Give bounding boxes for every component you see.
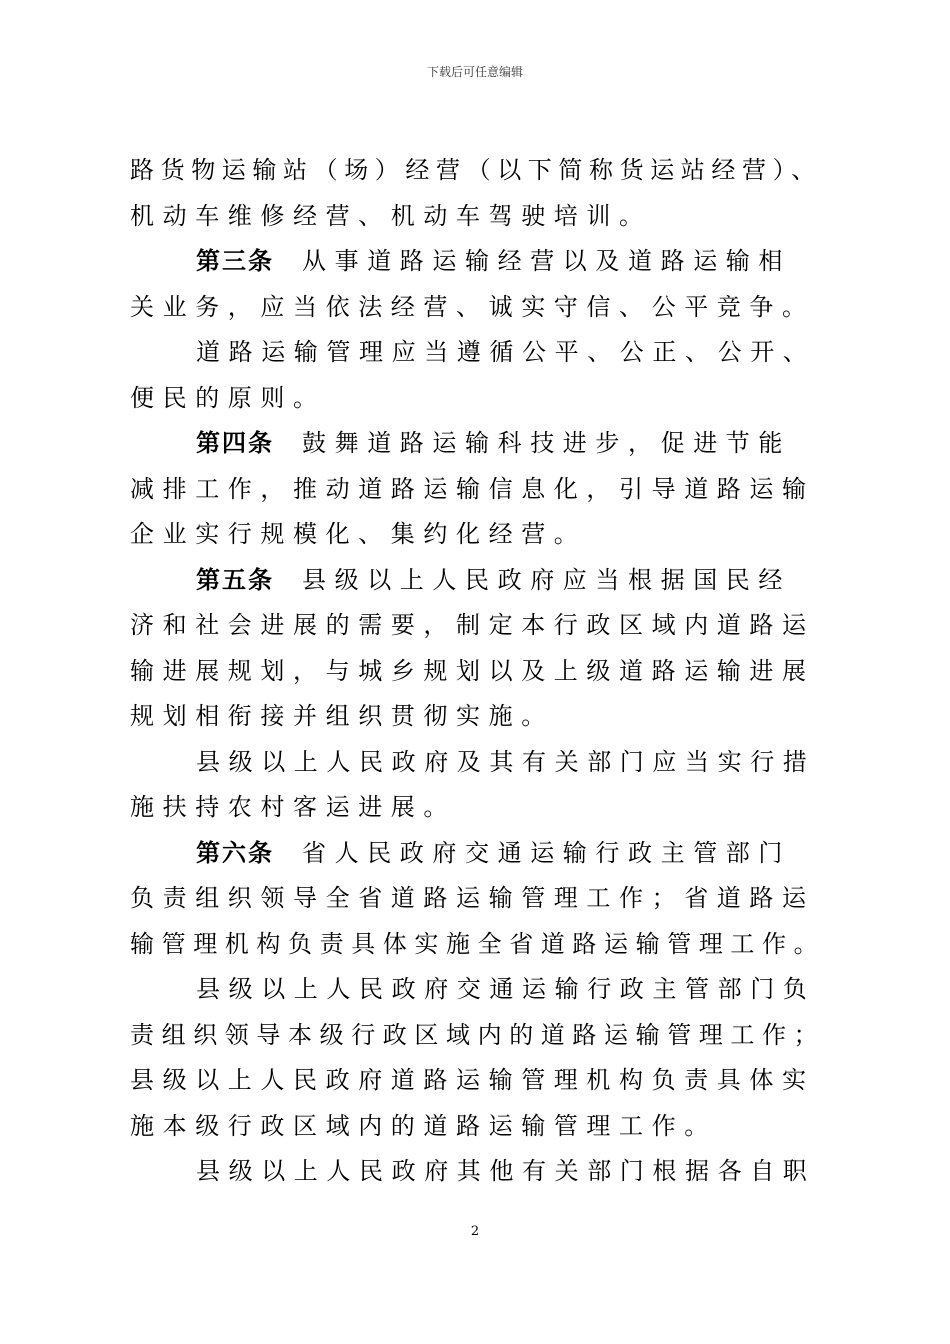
text-line: 济和社会进展的需要，制定本行政区域内道路运 (130, 611, 815, 639)
article-heading-line: 第六条 省人民政府交通运输行政主管部门 (196, 838, 791, 867)
text-line: 规划相衔接并组织贯彻实施。 (130, 702, 554, 730)
article-number: 第三条 (196, 247, 274, 275)
article-heading-line: 第四条 鼓舞道路运输科技进步，促进节能 (196, 429, 791, 457)
text-line: 责组织领导本级行政区域内的道路运输管理工作； (130, 1020, 826, 1049)
text-line: 负责组织领导全省道路运输管理工作；省道路运 (130, 884, 815, 912)
text-line: 施扶持农村客运进展。 (130, 793, 456, 821)
article-heading-line: 第五条 县级以上人民政府应当根据国民经 (196, 565, 791, 594)
document-body (130, 148, 825, 1195)
paragraph-start-line: 县级以上人民政府及其有关部门应当实行措 (196, 747, 816, 776)
page-header: 下载后可任意编辑 (426, 65, 523, 79)
text-line: 县级以上人民政府道路运输管理机构负责具体实 (130, 1066, 815, 1094)
paragraph-start-line: 道路运输管理应当遵循公平、公正、公开、 (196, 338, 816, 366)
text-line: 企业实行规模化、集约化经营。 (130, 520, 587, 548)
text-line: 减排工作，推动道路运输信息化，引导道路运输 (130, 474, 815, 503)
article-number: 第六条 (196, 838, 274, 867)
paragraph-start-line: 县级以上人民政府其他有关部门根据各自职 (196, 1157, 816, 1185)
text-line: 施本级行政区域内的道路运输管理工作。 (130, 1111, 717, 1140)
text-line: 便民的原则。 (130, 383, 326, 412)
article-number: 第五条 (196, 565, 274, 594)
text-line: 关业务，应当依法经营、诚实守信、公平竞争。 (130, 292, 815, 321)
text-line: 路货物运输站（场）经营（以下简称货运站经营）、 (130, 156, 822, 184)
text-line: 输进展规划，与城乡规划以及上级道路运输进展 (130, 656, 815, 685)
text-line: 机动车维修经营、机动车驾驶培训。 (130, 201, 652, 230)
article-heading-line: 第三条 从事道路运输经营以及道路运输相 (196, 247, 791, 275)
text-line: 输管理机构负责具体实施全省道路运输管理工作。 (130, 929, 826, 958)
article-number: 第四条 (196, 429, 274, 457)
page-number: 2 (470, 1224, 480, 1239)
paragraph-start-line: 县级以上人民政府交通运输行政主管部门负 (196, 975, 816, 1003)
